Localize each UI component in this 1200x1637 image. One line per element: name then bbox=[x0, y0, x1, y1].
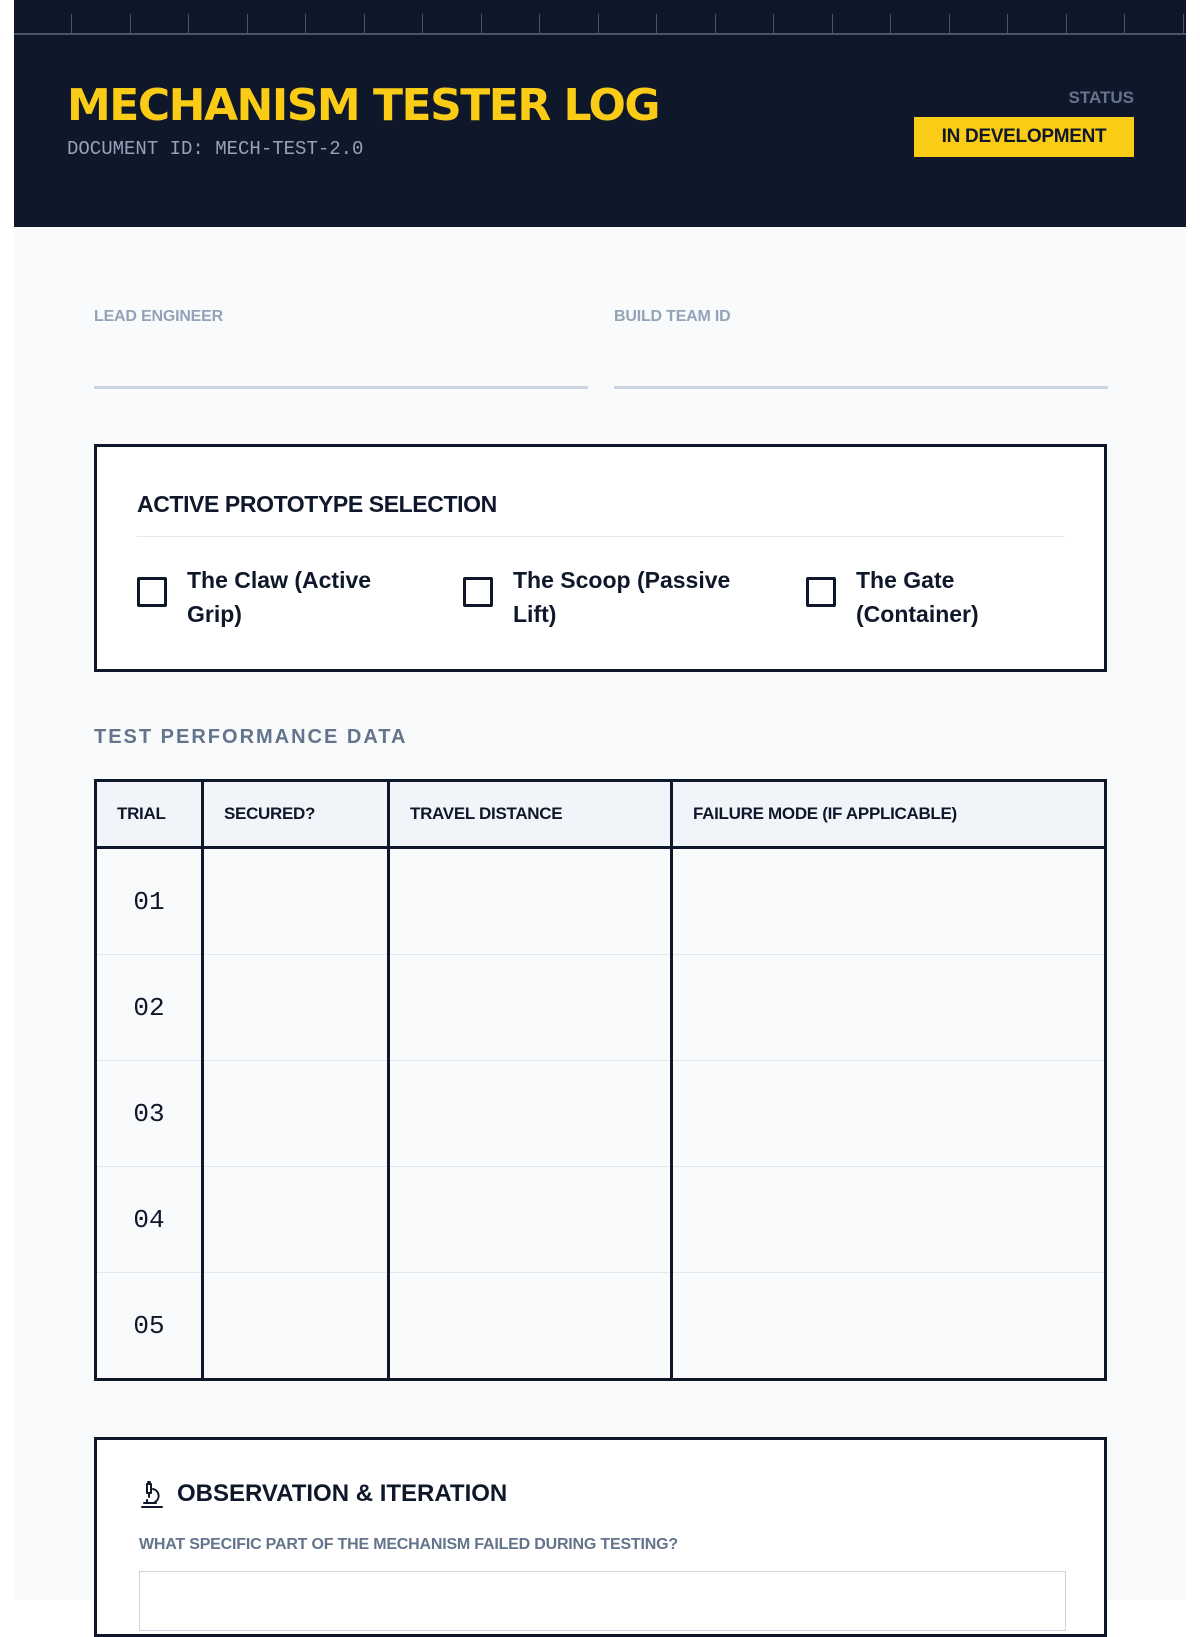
travel-distance-cell[interactable] bbox=[389, 1061, 672, 1167]
ruler-tick bbox=[247, 14, 248, 34]
trial-number: 03 bbox=[96, 1061, 203, 1167]
microscope-icon bbox=[139, 1481, 165, 1514]
ruler-tick bbox=[539, 14, 540, 34]
trial-number: 05 bbox=[96, 1273, 203, 1380]
ruler-tick bbox=[71, 14, 72, 34]
observation-answer-field[interactable] bbox=[139, 1571, 1066, 1631]
option-gate[interactable] bbox=[806, 563, 1016, 631]
column-header-travel-distance: TRAVEL DISTANCE bbox=[389, 781, 672, 848]
trial-number: 02 bbox=[96, 955, 203, 1061]
ruler-tick bbox=[1124, 14, 1125, 34]
ruler-ticks bbox=[14, 14, 1186, 34]
gate-checkbox[interactable] bbox=[806, 577, 836, 607]
failure-mode-cell[interactable] bbox=[672, 1061, 1106, 1167]
status-label: STATUS bbox=[1068, 88, 1134, 107]
ruler-tick bbox=[656, 14, 657, 34]
secured-cell[interactable] bbox=[203, 1061, 389, 1167]
ruler-tick bbox=[598, 14, 599, 34]
ruler-tick bbox=[130, 14, 131, 34]
ruler-tick bbox=[364, 14, 365, 34]
log-sheet bbox=[14, 0, 1186, 1600]
ruler-tick bbox=[188, 14, 189, 34]
page-header bbox=[14, 0, 1186, 227]
observation-question: WHAT SPECIFIC PART OF THE MECHANISM FAILED DURING TESTING? bbox=[139, 1536, 678, 1553]
prototype-selection-panel bbox=[94, 444, 1107, 672]
travel-distance-cell[interactable] bbox=[389, 1273, 672, 1380]
table-row bbox=[96, 1167, 1106, 1273]
observation-panel bbox=[94, 1437, 1107, 1637]
table-row bbox=[96, 848, 1106, 955]
failure-mode-cell[interactable] bbox=[672, 1273, 1106, 1380]
ruler-tick bbox=[832, 14, 833, 34]
claw-label: The Claw (Active Grip) bbox=[187, 567, 372, 627]
table-header-row bbox=[96, 781, 1106, 848]
trial-number: 04 bbox=[96, 1167, 203, 1273]
ruler-tick bbox=[481, 14, 482, 34]
option-scoop[interactable] bbox=[463, 563, 733, 631]
travel-distance-cell[interactable] bbox=[389, 1167, 672, 1273]
page-title: MECHANISM TESTER LOG bbox=[67, 80, 660, 131]
prototype-selection-title: ACTIVE PROTOTYPE SELECTION bbox=[137, 491, 497, 517]
travel-distance-cell[interactable] bbox=[389, 848, 672, 955]
ruler-tick bbox=[949, 14, 950, 34]
table-row bbox=[96, 1273, 1106, 1380]
divider bbox=[137, 536, 1065, 537]
ruler-tick bbox=[305, 14, 306, 34]
trial-number: 01 bbox=[96, 848, 203, 955]
build-team-id-label: BUILD TEAM ID bbox=[614, 308, 731, 325]
observation-title: OBSERVATION & ITERATION bbox=[177, 1480, 508, 1507]
failure-mode-cell[interactable] bbox=[672, 955, 1106, 1061]
claw-checkbox[interactable] bbox=[137, 577, 167, 607]
column-header-failure-mode: FAILURE MODE (IF APPLICABLE) bbox=[672, 781, 1106, 848]
option-claw[interactable] bbox=[137, 563, 407, 631]
lead-engineer-field[interactable] bbox=[94, 386, 588, 389]
ruler-tick bbox=[1007, 14, 1008, 34]
gate-label: The Gate (Container) bbox=[856, 567, 979, 627]
travel-distance-cell[interactable] bbox=[389, 955, 672, 1061]
ruler-tick bbox=[1066, 14, 1067, 34]
performance-table bbox=[94, 779, 1107, 1381]
build-team-id-field[interactable] bbox=[614, 386, 1108, 389]
lead-engineer-label: LEAD ENGINEER bbox=[94, 308, 223, 325]
document-id: DOCUMENT ID: MECH-TEST-2.0 bbox=[67, 138, 364, 160]
failure-mode-cell[interactable] bbox=[672, 1167, 1106, 1273]
secured-cell[interactable] bbox=[203, 1167, 389, 1273]
ruler-tick bbox=[890, 14, 891, 34]
secured-cell[interactable] bbox=[203, 1273, 389, 1380]
failure-mode-cell[interactable] bbox=[672, 848, 1106, 955]
ruler-tick bbox=[422, 14, 423, 34]
performance-heading: TEST PERFORMANCE DATA bbox=[94, 726, 408, 748]
table-row bbox=[96, 955, 1106, 1061]
ruler-line bbox=[14, 33, 1186, 35]
ruler-tick bbox=[773, 14, 774, 34]
column-header-trial: TRIAL bbox=[96, 781, 203, 848]
secured-cell[interactable] bbox=[203, 848, 389, 955]
column-header-secured: SECURED? bbox=[203, 781, 389, 848]
status-badge: IN DEVELOPMENT bbox=[914, 117, 1134, 157]
ruler-tick bbox=[715, 14, 716, 34]
table-row bbox=[96, 1061, 1106, 1167]
ruler-tick bbox=[1183, 14, 1184, 34]
scoop-checkbox[interactable] bbox=[463, 577, 493, 607]
scoop-label: The Scoop (Passive Lift) bbox=[513, 567, 731, 627]
secured-cell[interactable] bbox=[203, 955, 389, 1061]
